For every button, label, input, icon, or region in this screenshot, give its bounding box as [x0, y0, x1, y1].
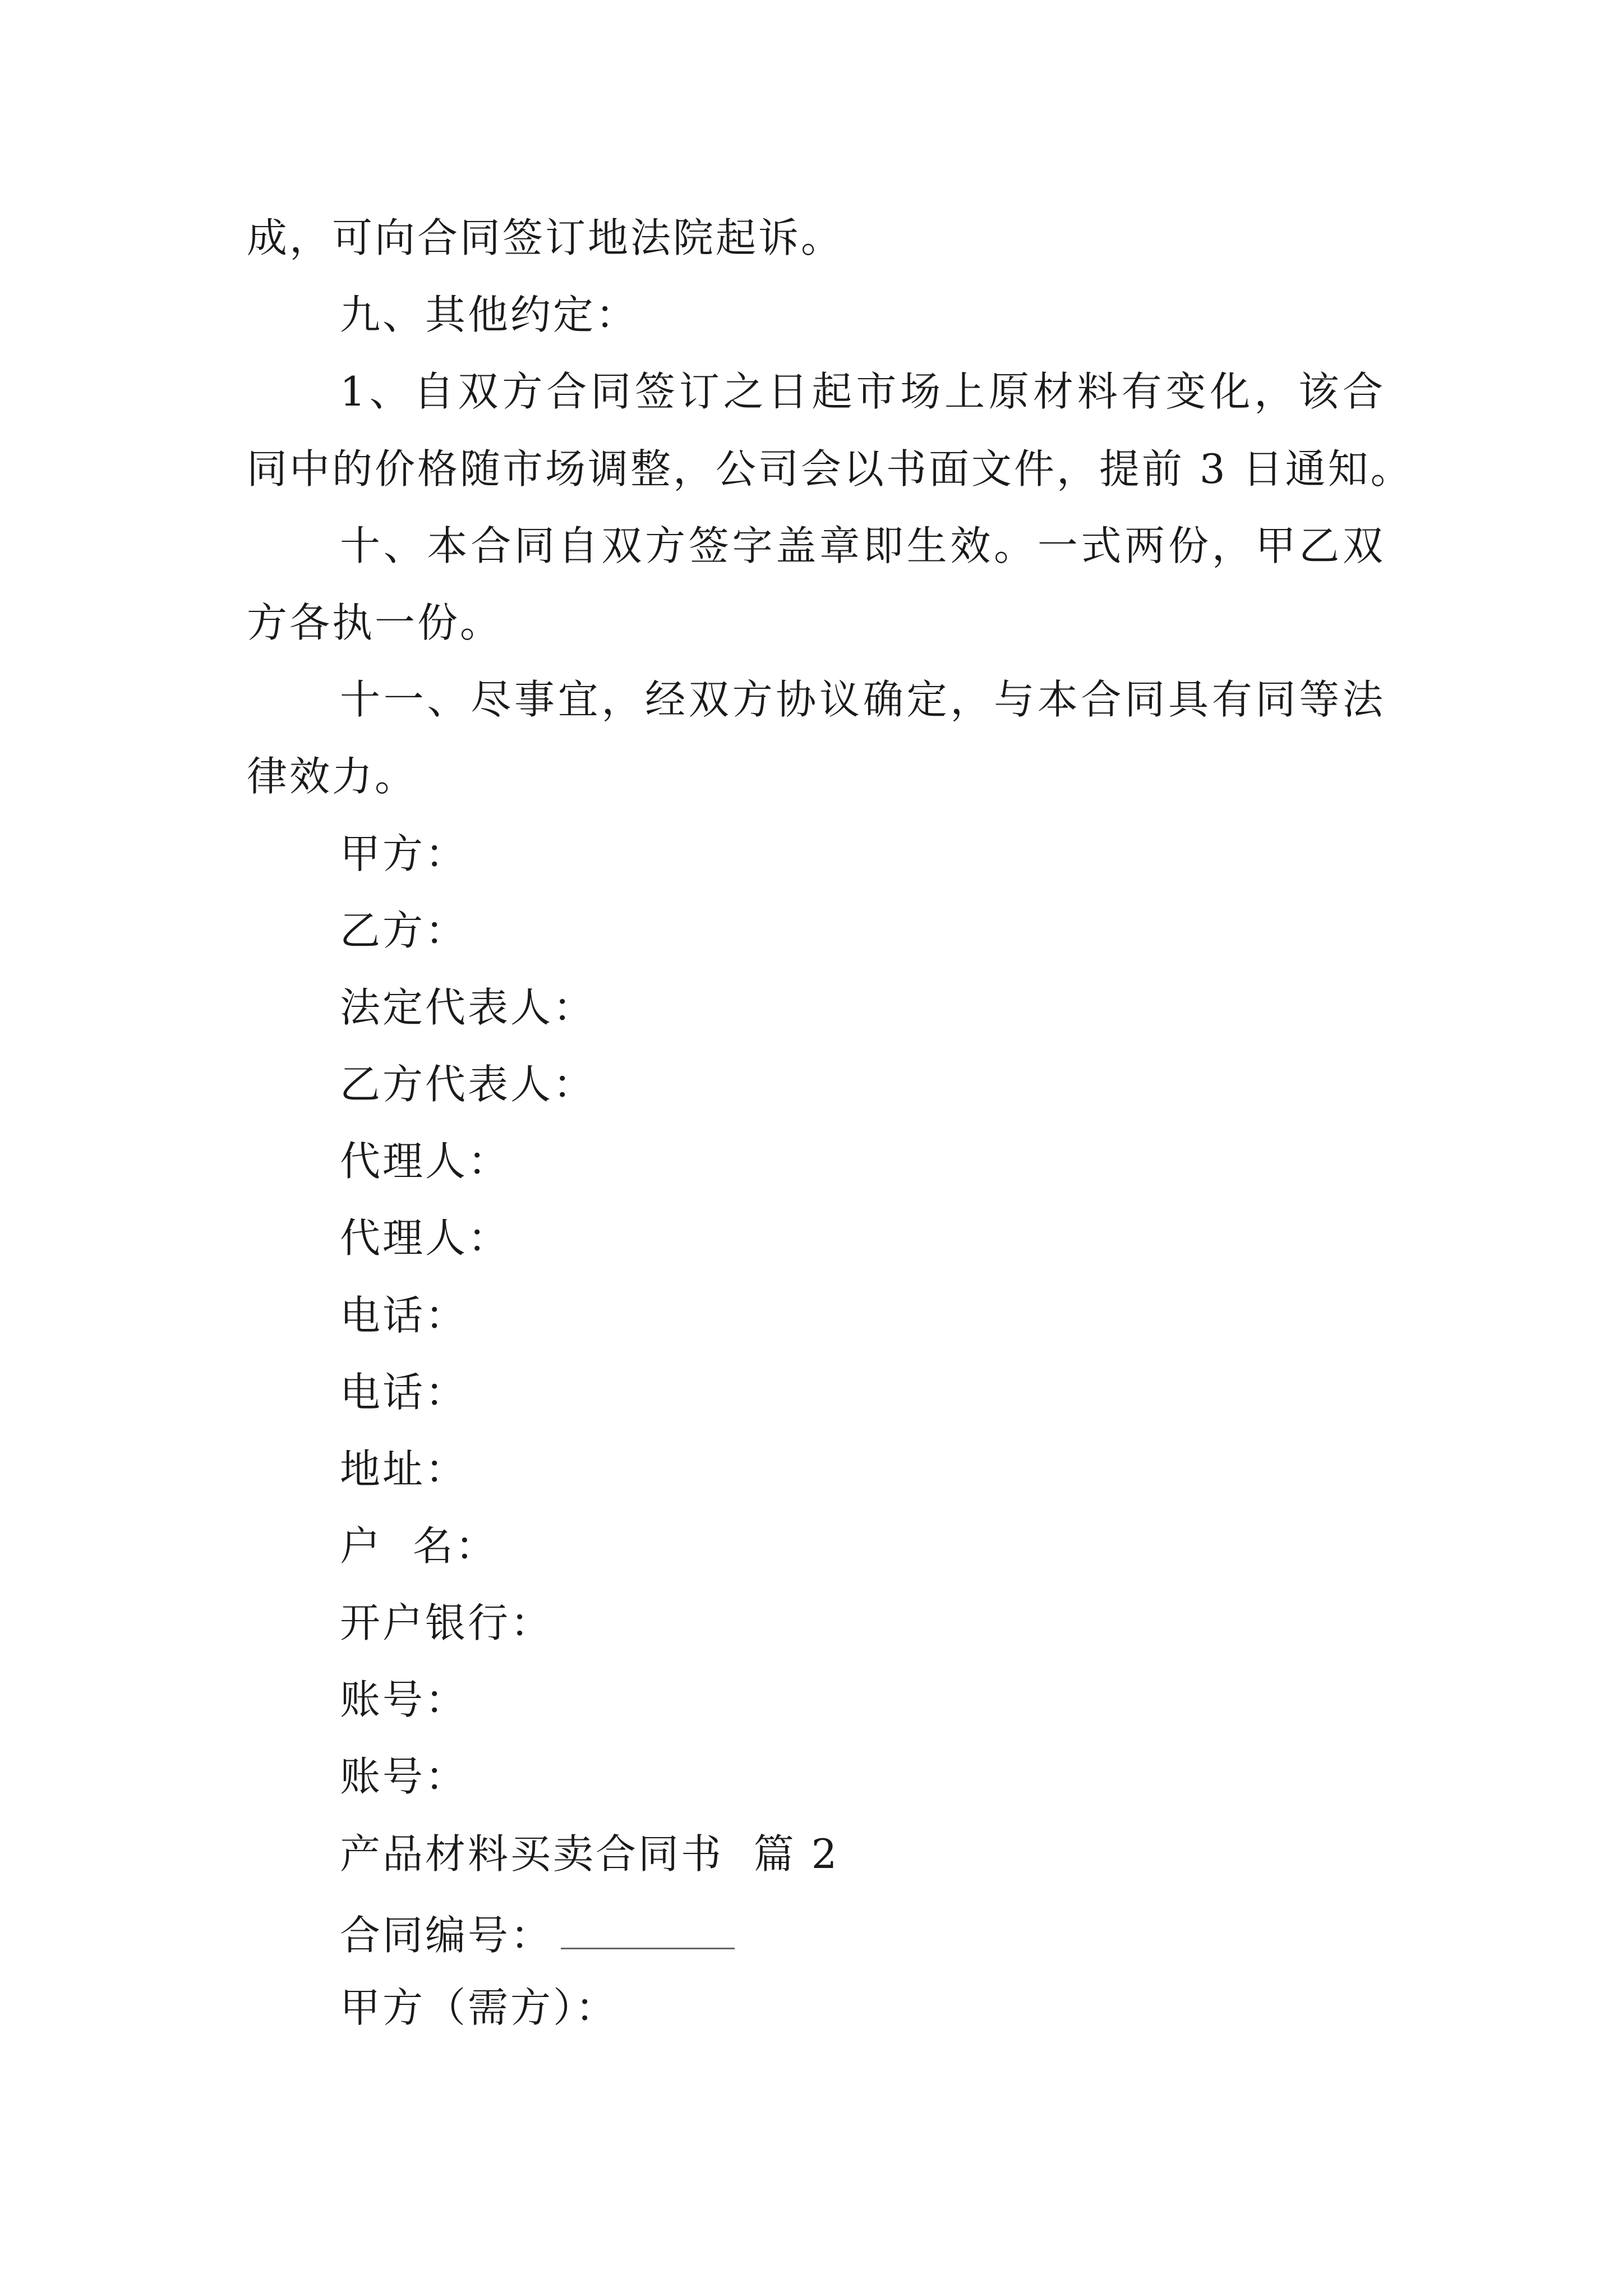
- field-agent-b: 代理人：: [340, 1214, 511, 1262]
- field-party-b-representative: 乙方代表人：: [340, 1061, 596, 1108]
- clause-10-line-1: 十、本合同自双方签字盖章即生效。一式两份，甲乙双: [340, 522, 1385, 569]
- clause-9-title: 九、其他约定：: [340, 291, 639, 338]
- clause-9-1-line-1: 1、自双方合同签订之日起市场上原材料有变化，该合: [340, 368, 1385, 415]
- clause-10-line-2: 方各执一份。: [247, 599, 503, 646]
- party-a-buyer-label: 甲方（需方）：: [340, 1984, 619, 2031]
- paragraph-line: 成，可向合同签订地法院起诉。: [247, 214, 844, 261]
- field-address: 地址：: [340, 1446, 468, 1493]
- field-bank: 开户银行：: [340, 1599, 554, 1646]
- contract-number-label: 合同编号：: [340, 1912, 554, 1959]
- clause-11-line-2: 律效力。: [247, 753, 418, 800]
- field-phone-b: 电话：: [340, 1369, 468, 1416]
- clause-9-1-line-2: 同中的价格随市场调整，公司会以书面文件，提前 3 日通知。: [247, 445, 1413, 493]
- field-agent-a: 代理人：: [340, 1138, 511, 1185]
- clause-11-line-1: 十一、尽事宜，经双方协议确定，与本合同具有同等法: [340, 676, 1385, 723]
- section-2-title: 产品材料买卖合同书 篇 2: [340, 1830, 840, 1878]
- contract-number-blank: [561, 1911, 735, 1949]
- field-party-b: 乙方：: [340, 907, 468, 954]
- field-account-no-a: 账号：: [340, 1676, 468, 1723]
- field-account-name: 户 名：: [340, 1522, 498, 1570]
- field-phone-a: 电话：: [340, 1292, 468, 1339]
- field-party-a: 甲方：: [340, 830, 468, 877]
- contract-number-row: [340, 1911, 735, 1959]
- field-account-no-b: 账号：: [340, 1753, 468, 1800]
- field-legal-representative: 法定代表人：: [340, 984, 596, 1031]
